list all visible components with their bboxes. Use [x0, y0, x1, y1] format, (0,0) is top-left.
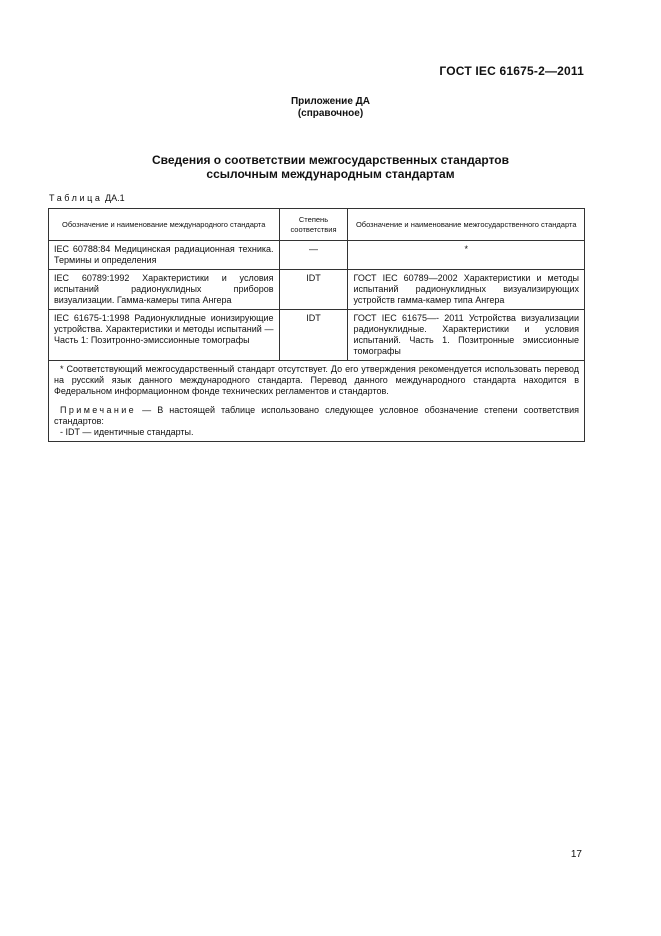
header-interstate-standard: Обозначение и наименование межгосударственного стандарта [348, 209, 585, 241]
page-number: 17 [570, 849, 582, 860]
cell-interstate: ГОСТ IEC 61675—- 2011 Устройства визуализации радионуклидные. Характеристики и условия испытаний. Часть 1. Позитронные эмиссионные томографы [348, 310, 585, 361]
cell-international: IEC 60788:84 Медицинская радиационная техника. Термины и определения [49, 241, 280, 270]
cell-degree: — [279, 241, 348, 270]
table-notes-row [49, 361, 585, 442]
table-caption-word: Таблица [49, 193, 103, 203]
table-header-row [49, 209, 585, 241]
table-footnote: * Соответствующий межгосударственный стандарт отсутствует. До его утверждения рекомендуется использовать перевод на русский язык данного международного стандарта. Перевод данного международного стандарта находится в Федеральном информационном фонде технических регламентов и стандартов. [54, 364, 579, 396]
table-row [49, 310, 585, 361]
header-international-standard: Обозначение и наименование международного стандарта [49, 209, 280, 241]
document-code: ГОСТ IEC 61675-2—2011 [439, 64, 584, 78]
appendix-subtitle: (справочное) [297, 108, 364, 119]
cell-degree: IDT [279, 310, 348, 361]
appendix-title: Приложение ДА [290, 96, 371, 107]
header-degree-of-correspondence: Степень соответствия [279, 209, 348, 241]
table-note [54, 405, 579, 427]
cell-interstate: * [348, 241, 585, 270]
cell-international: IEC 60789:1992 Характеристики и условия испытаний радионуклидных приборов визуализации. Гамма-камеры типа Ангера [49, 270, 280, 310]
title-line-2: ссылочным международным стандартам [206, 167, 455, 181]
cell-degree: IDT [279, 270, 348, 310]
page-title [0, 153, 661, 181]
correspondence-table [48, 208, 585, 442]
cell-international: IEC 61675-1:1998 Радионуклидные ионизирующие устройства. Характеристики и методы испытаний — Часть 1: Позитронно-эмиссионные томографы [49, 310, 280, 361]
cell-interstate: ГОСТ IEC 60789—2002 Характеристики и методы испытаний радионуклидных визуализирующих устройств гамма-камер типа Ангера [348, 270, 585, 310]
title-line-1: Сведения о соответствии межгосударственных стандартов [152, 153, 509, 167]
table-caption-number: ДА.1 [105, 193, 125, 203]
note-label: Примечание [60, 405, 137, 415]
table-notes [49, 361, 585, 442]
note-item: - IDT — идентичные стандарты. [60, 427, 194, 437]
appendix-heading [0, 96, 661, 120]
table-row [49, 241, 585, 270]
table-caption [49, 193, 125, 203]
table-row [49, 270, 585, 310]
note-text: — В настоящей таблице использовано следующее условное обозначение степени соответствия стандартов: [54, 405, 579, 426]
